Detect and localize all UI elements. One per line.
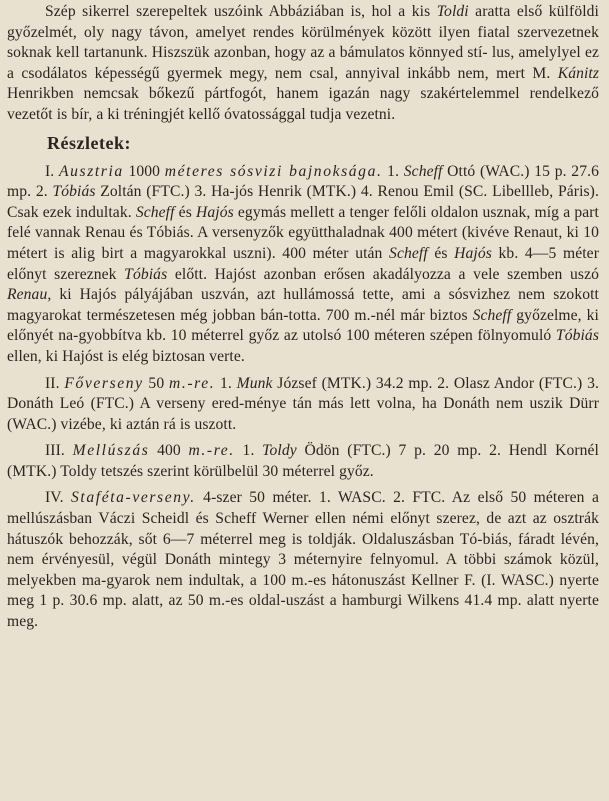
name-italic: Toldi	[436, 3, 469, 20]
event-2-paragraph	[7, 374, 599, 436]
text-run: 1.	[234, 442, 263, 460]
text-run: kb. 4—5 méter előnyt szereznek	[7, 244, 600, 283]
event-title: m.-re.	[168, 374, 216, 392]
text-run: 1.	[382, 162, 404, 180]
event-number: II.	[45, 374, 65, 392]
text-run: 400	[149, 442, 189, 460]
name-italic: Scheff	[389, 244, 428, 262]
name-italic: Hajós	[196, 203, 234, 221]
name-italic: Tóbiás	[555, 327, 599, 345]
event-title: Ausztria	[59, 162, 124, 180]
text-run: 50	[143, 374, 169, 392]
text-run: előtt. Hajóst azonban erősen akadályozza a vele szemben uszó	[167, 265, 600, 283]
event-title: méteres sósvizi bajnoksága.	[164, 162, 383, 180]
text-run: Ottó (WAC.) 15 p. 27.6 mp. 2.	[7, 162, 599, 201]
name-italic: Scheff	[135, 203, 175, 221]
event-number: I.	[45, 162, 59, 180]
intro-paragraph	[7, 2, 599, 126]
text-run: ellen, ki Hajóst is elég biztosan verte.	[7, 347, 245, 365]
text-run: vezetőt is bír, a ki tréningjét kellő óvatossággal tudja vezetni.	[7, 105, 396, 123]
text-run: Zoltán (FTC.) 3. Ha-jós Henrik (MTK.) 4. Renou Emil (SC. Libellleb, Páris). Csak ezek indultak.	[7, 183, 599, 221]
text-run: 1.	[215, 374, 237, 392]
event-number: IV.	[45, 489, 72, 507]
name-italic: Kánitz	[557, 64, 600, 82]
name-italic: Hajós	[454, 244, 492, 262]
text-run: József (MTK.) 34.2 mp. 2. Olasz Andor (FTC.) 3. Donáth Leó (FTC.) A verseny ered-ménye tán más lett volna, ha Donáth nem uszik Dürr (WAC.) vizébe, ki aztán rá is uszott.	[7, 374, 599, 433]
section-heading: Részletek:	[47, 132, 131, 153]
name-italic: Renau,	[7, 286, 52, 304]
name-italic: Tóbiás	[124, 265, 168, 283]
name-italic: Munk	[236, 374, 273, 392]
name-italic: Scheff	[472, 306, 512, 324]
event-title: m.-re.	[188, 442, 235, 460]
text-run: Henrikben nemcsak	[7, 85, 139, 103]
name-italic: Tóbiás	[52, 183, 96, 201]
text-run: bőkezű pártfogót, hanem igazán nagy szakértelemmel rendelkező	[148, 85, 599, 103]
text-run: 1000	[123, 162, 165, 180]
text-run: 4-szer 50 méter. 1. WASC. 2. FTC. Az első 50 méteren a mellúszásban Váczi Scheidl és Scheff Werner ellen némi előnyt szerez, de azt az osztrák hátuszók behozzák, sőt 6—7 méterrel meg is toldják. Oldaluszásban Tó-biás, fáradt lévén, nem érvényesül, végül Donáth mintegy 3 méternyire felnyomul. A többi számok közül, melyekben ma-gyarok nem indultak, a 100 m.-es hátonuszást Kellner F. (I. WASC.) nyerte meg 1 p. 30.6 mp. alatt, az 50 m.-es oldal-uszást a hamburgi Wilkens 41.4 mp. alatt nyerte meg.	[7, 489, 599, 631]
name-italic: Toldy	[262, 442, 297, 460]
text-run: aratta első külföldi győzelmét, oly nagy távon, amelyet	[7, 3, 599, 41]
text-run: egymás mellett a tenger felőli oldalon usznak, míg a part felé vannak Renau és Tóbiás. A versenyzők együtthaladnak 400 métert (kivéve Renaut, ki 10 métert is alig birt a magyarokkal uszni). 400 méter után	[7, 203, 599, 262]
text-run: csal, annyival inkább nem, mert M.	[309, 64, 558, 82]
text-run: Szép sikerrel szerepeltek uszóink Abbáziában is, hol a kis	[45, 3, 431, 20]
text-run: tartanunk. Hiszszük azonban, hogy az a bámulatos könnyed stí-	[83, 44, 488, 62]
event-title: Mellúszás	[72, 442, 150, 460]
text-run: ki Hajós pályájában uszván, azt hullámossá tette, ami a sósvizhez nem szokott magyarokat természetesen még jobban bán-totta. 700 m.-nél már biztos	[7, 286, 599, 324]
text-run: rendes körülmények között ilyen fiatal szervezetnek soknak kell	[7, 23, 599, 62]
text-run: lus, amelylyel ez a csodálatos képességű gyermek megy, nem	[7, 44, 600, 82]
name-italic: Scheff	[403, 162, 443, 180]
text-run: és	[174, 203, 196, 221]
event-title: Staféta-verseny.	[71, 489, 196, 507]
text-run: győzelme, ki előnyét na-gyobbítva kb. 10 méterrel győz az utolsó 100 méteren szépen fölnyomuló	[7, 306, 599, 345]
text-run: Ödön (FTC.) 7 p. 20 mp. 2. Hendl Kornél (MTK.) Toldy tetszés szerint körülbelül 30 méterrel győz.	[7, 442, 599, 480]
event-3-paragraph	[7, 441, 599, 482]
event-1-paragraph	[7, 162, 599, 368]
event-number: III.	[45, 442, 73, 460]
event-title: Főverseny	[64, 374, 144, 392]
event-4-paragraph	[7, 488, 599, 632]
text-run: és	[427, 244, 455, 262]
